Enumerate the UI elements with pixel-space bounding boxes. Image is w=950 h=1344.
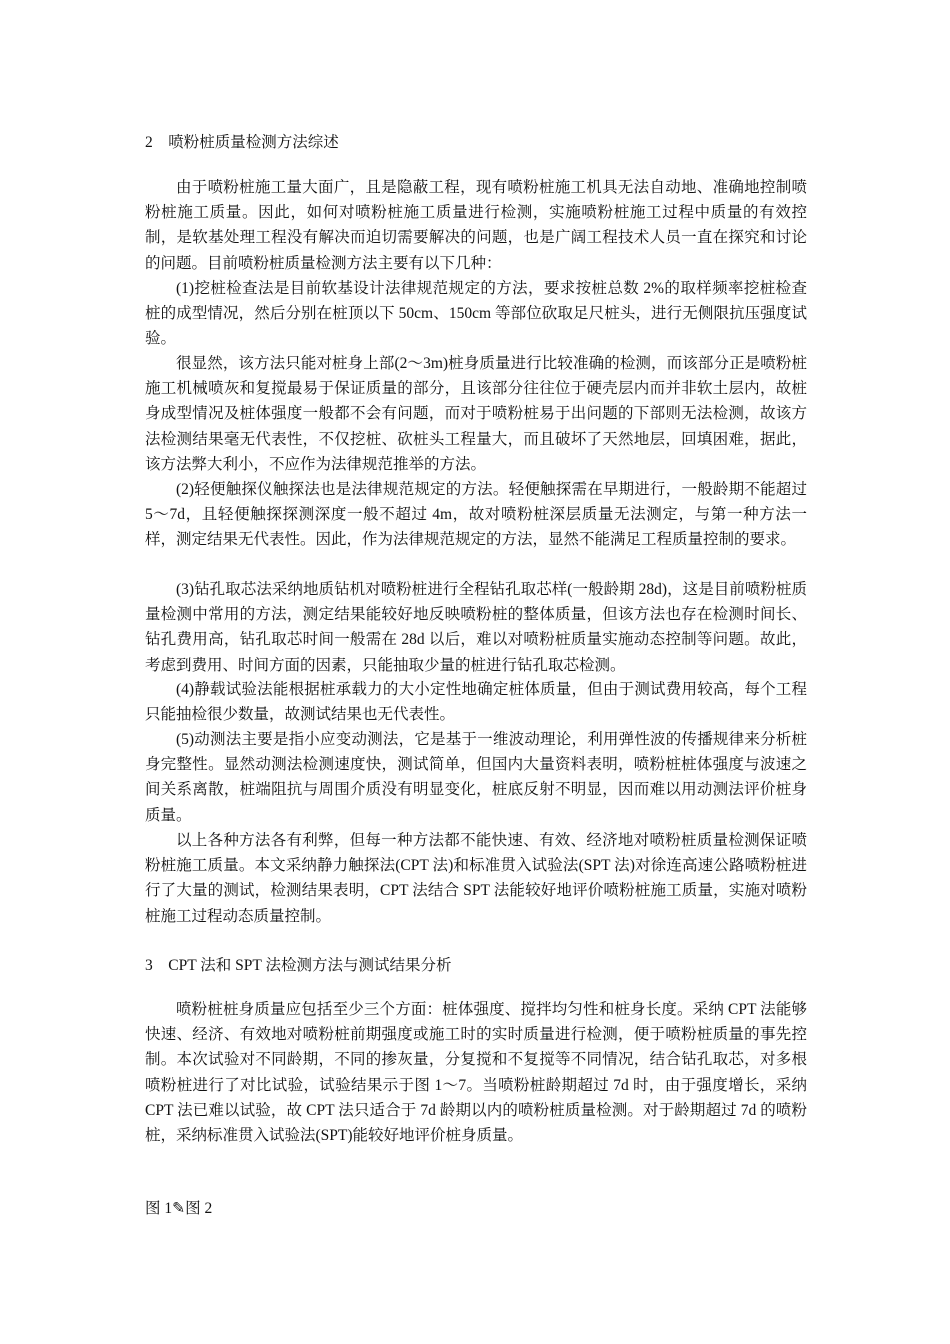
paragraph: (2)轻便触探仪触探法也是法律规范规定的方法。轻便触探需在早期进行，一般龄期不能超过 5～7d，且轻便触探探测深度一般不超过 4m，故对喷粉桩深层质量无法测定，与第一种方法一样，测定结果无代表性。因此，作为法律规范规定的方法，显然不能满足工程质量控制的要求。 [145, 481, 807, 549]
paragraph: 由于喷粉桩施工量大面广，且是隐蔽工程，现有喷粉桩施工机具无法自动地、准确地控制喷粉桩施工质量。因此，如何对喷粉桩施工质量进行检测，实施喷粉桩施工过程中质量的有效控制，是软基处理工程没有解决而迫切需要解决的问题，也是广阔工程技术人员一直在探究和讨论的问题。目前喷粉桩质量检测方法主要有以下几种： [145, 179, 807, 272]
paragraph: 以上各种方法各有利弊，但每一种方法都不能快速、有效、经济地对喷粉桩质量检测保证喷粉桩施工质量。本文采纳静力触探法(CPT 法)和标准贯入试验法(SPT 法)对徐连高速公路喷粉桩进行了大量的测试，检测结果表明，CPT 法结合 SPT 法能较好地评价喷粉桩施工质量，实施对喷粉桩施工过程动态质量控制。 [145, 832, 807, 925]
paragraph: (1)挖桩检查法是目前软基设计法律规范规定的方法，要求按桩总数 2%的取样频率挖桩检查桩的成型情况，然后分别在桩顶以下 50cm、150cm 等部位砍取足尺桩头，进行无侧限抗压强度试验。 [145, 280, 807, 348]
paragraph: 喷粉桩桩身质量应包括至少三个方面：桩体强度、搅拌均匀性和桩身长度。采纳 CPT 法能够快速、经济、有效地对喷粉桩前期强度或施工时的实时质量进行检测，便于喷粉桩质量的事先控制。本次试验对不同龄期，不同的掺灰量，分复搅和不复搅等不同情况，结合钻孔取芯，对多根喷粉桩进行了对比试验，试验结果示于图 1～7。当喷粉桩龄期超过 7d 时，由于强度增长，采纳 CPT 法已难以试验，故 CPT 法只适合于 7d 龄期以内的喷粉桩质量检测。对于龄期超过 7d 的喷粉桩，采纳标准贯入试验法(SPT)能较好地评价桩身质量。 [145, 1001, 807, 1145]
section-2-heading: 2 喷粉桩质量检测方法综述 [145, 134, 339, 151]
paragraph: (3)钻孔取芯法采纳地质钻机对喷粉桩进行全程钻孔取芯样(一般龄期 28d)，这是目前喷粉桩质量检测中常用的方法，测定结果能较好地反映喷粉桩的整体质量，但该方法也存在检测时间长、钻孔费用高，钻孔取芯时间一般需在 28d 以后，难以对喷粉桩质量实施动态控制等问题。故此，考虑到费用、时间方面的因素，只能抽取少量的桩进行钻孔取芯检测。 [145, 581, 807, 674]
paragraph: (5)动测法主要是指小应变动测法，它是基于一维波动理论，利用弹性波的传播规律来分析桩身完整性。显然动测法检测速度快，测试简单，但国内大量资料表明，喷粉桩桩体强度与波速之间关系离散，桩端阻抗与周围介质没有明显变化，桩底反射不明显，因而难以用动测法评价桩身质量。 [145, 731, 807, 824]
section-3-heading: 3 CPT 法和 SPT 法检测方法与测试结果分析 [145, 957, 452, 974]
figure-2-label: 图 2 [185, 1200, 213, 1217]
paragraph: 很显然，该方法只能对桩身上部(2～3m)桩身质量进行比较准确的检测，而该部分正是喷粉桩施工机械喷灰和复搅最易于保证质量的部分，且该部分往往位于硬壳层内而并非软土层内，故桩身成型情况及桩体强度一般都不会有问题，而对于喷粉桩易于出问题的下部则无法检测，故该方法检测结果毫无代表性，不仅挖桩、砍桩头工程量大，而且破坏了天然地层，回填困难，据此，该方法弊大利小，不应作为法律规范推举的方法。 [145, 355, 807, 473]
figure-caption [145, 1196, 212, 1218]
figure-1-label: 图 1 [145, 1200, 173, 1217]
paragraph: (4)静载试验法能根据桩承载力的大小定性地确定桩体质量，但由于测试费用较高，每个工程只能抽检很少数量，故测试结果也无代表性。 [145, 681, 807, 724]
pencil-symbol: ✎ [172, 1200, 186, 1217]
